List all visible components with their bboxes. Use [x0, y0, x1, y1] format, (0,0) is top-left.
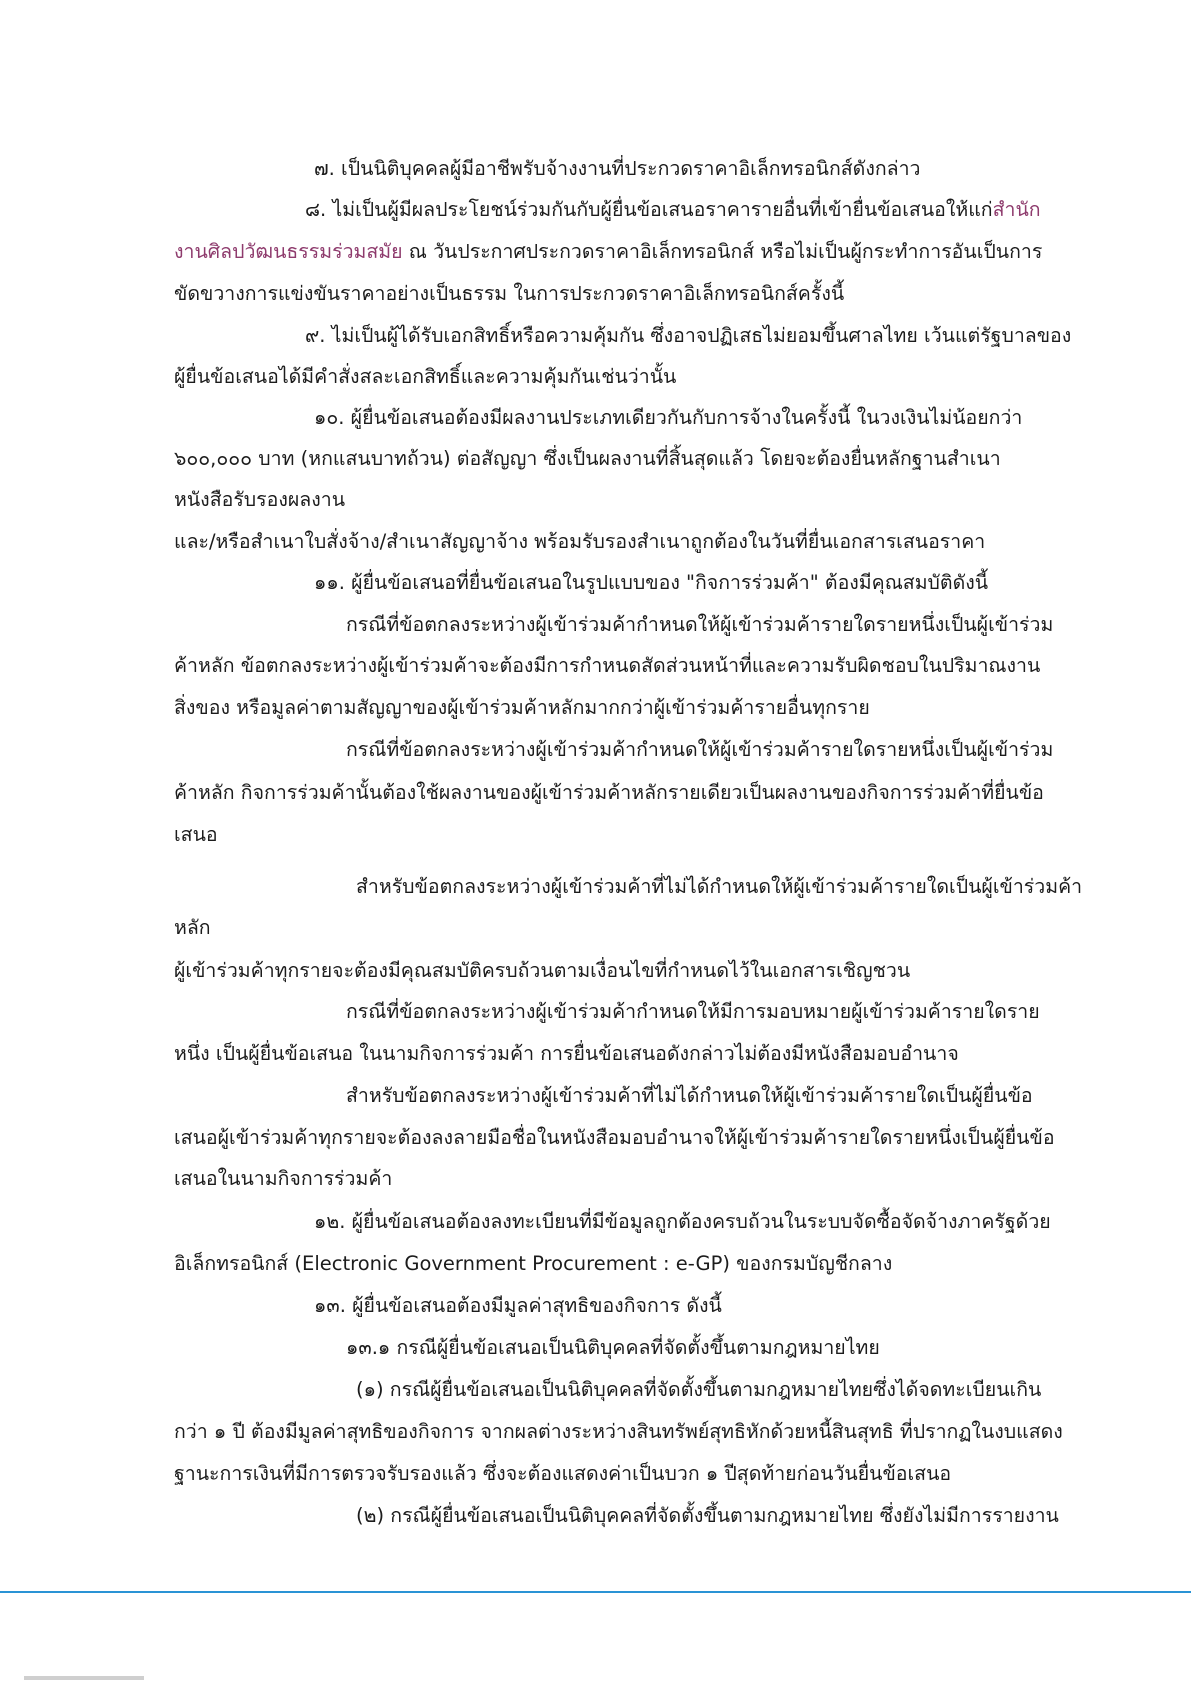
clause-9: ๙. ไม่เป็นผู้ได้รับเอกสิทธิ์หรือความคุ้มกัน ซึ่งอาจปฏิเสธไม่ยอมขึ้นศาลไทย เว้นแต่รัฐบาลของ — [305, 324, 1072, 347]
clause-10-cont-2: หนังสือรับรองผลงาน — [174, 488, 346, 511]
agency-name-part1: สำนัก — [992, 198, 1041, 221]
clause-10-cont-1: ๖๐๐,๐๐๐ บาท (หกแสนบาทถ้วน) ต่อสัญญา ซึ่งเป็นผลงานที่สิ้นสุดแล้ว โดยจะต้องยื่นหลักฐานสำเนา — [174, 447, 1001, 470]
footer-area — [0, 1593, 1191, 1683]
clause-11-para-5-cont-2: เสนอในนามกิจการร่วมค้า — [174, 1167, 393, 1190]
clause-13-1: ๑๓.๑ กรณีผู้ยื่นข้อเสนอเป็นนิติบุคคลที่จัดตั้งขึ้นตามกฎหมายไทย — [346, 1336, 880, 1359]
clause-13-1-item-2: (๒) กรณีผู้ยื่นข้อเสนอเป็นนิติบุคคลที่จัดตั้งขึ้นตามกฎหมายไทย ซึ่งยังไม่มีการรายงาน — [356, 1504, 1059, 1527]
clause-11-para-4: กรณีที่ข้อตกลงระหว่างผู้เข้าร่วมค้ากำหนดให้มีการมอบหมายผู้เข้าร่วมค้ารายใดราย — [346, 1000, 1040, 1023]
clause-13-1-item-1-cont-2: ฐานะการเงินที่มีการตรวจรับรองแล้ว ซึ่งจะต้องแสดงค่าเป็นบวก ๑ ปีสุดท้ายก่อนวันยื่นข้อเสนอ — [174, 1462, 952, 1485]
clause-10: ๑๐. ผู้ยื่นข้อเสนอต้องมีผลงานประเภทเดียวกันกับการจ้างในครั้งนี้ ในวงเงินไม่น้อยกว่า — [314, 406, 1023, 429]
clause-11-para-4-cont: หนึ่ง เป็นผู้ยื่นข้อเสนอ ในนามกิจการร่วมค้า การยื่นข้อเสนอดังกล่าวไม่ต้องมีหนังสือมอบอำนาจ — [174, 1042, 959, 1065]
clause-8 — [305, 196, 1041, 224]
agency-name-part2: งานศิลปวัฒนธรรมร่วมสมัย — [174, 240, 403, 263]
footer-mark — [24, 1676, 144, 1680]
clause-13: ๑๓. ผู้ยื่นข้อเสนอต้องมีมูลค่าสุทธิของกิจการ ดังนี้ — [314, 1294, 722, 1317]
clause-11-para-3: สำหรับข้อตกลงระหว่างผู้เข้าร่วมค้าที่ไม่ได้กำหนดให้ผู้เข้าร่วมค้ารายใดเป็นผู้เข้าร่วมค้า — [356, 875, 1083, 898]
clause-7: ๗. เป็นนิติบุคคลผู้มีอาชีพรับจ้างงานที่ประกวดราคาอิเล็กทรอนิกส์ดังกล่าว — [314, 157, 921, 180]
clause-8-text: ๘. ไม่เป็นผู้มีผลประโยชน์ร่วมกันกับผู้ยื่นข้อเสนอราคารายอื่นที่เข้ายื่นข้อเสนอให้แก่ — [305, 198, 993, 221]
clause-13-1-item-1-cont-1: กว่า ๑ ปี ต้องมีมูลค่าสุทธิของกิจการ จากผลต่างระหว่างสินทรัพย์สุทธิหักด้วยหนี้สินสุทธิ ที่ปรากฏในงบแสดง — [174, 1420, 1063, 1443]
clause-11-para-3-cont-1: หลัก — [174, 916, 211, 939]
clause-8-cont-1 — [174, 238, 1042, 266]
clause-11: ๑๑. ผู้ยื่นข้อเสนอที่ยื่นข้อเสนอในรูปแบบของ "กิจการร่วมค้า" ต้องมีคุณสมบัติดังนี้ — [314, 571, 989, 594]
clause-13-1-item-1: (๑) กรณีผู้ยื่นข้อเสนอเป็นนิติบุคคลที่จัดตั้งขึ้นตามกฎหมายไทยซึ่งได้จดทะเบียนเกิน — [356, 1378, 1042, 1401]
clause-12: ๑๒. ผู้ยื่นข้อเสนอต้องลงทะเบียนที่มีข้อมูลถูกต้องครบถ้วนในระบบจัดซื้อจัดจ้างภาครัฐด้วย — [314, 1210, 1051, 1233]
clause-12-cont: อิเล็กทรอนิกส์ (Electronic Government Procurement : e-GP) ของกรมบัญชีกลาง — [174, 1252, 893, 1275]
clause-11-para-5-cont-1: เสนอผู้เข้าร่วมค้าทุกรายจะต้องลงลายมือชื่อในหนังสือมอบอำนาจให้ผู้เข้าร่วมค้ารายใดรายหนึ่งเป็นผู้ยื่นข้อ — [174, 1126, 1055, 1149]
clause-11-para-2-cont-2: เสนอ — [174, 823, 218, 846]
clause-9-cont: ผู้ยื่นข้อเสนอได้มีคำสั่งสละเอกสิทธิ์และความคุ้มกันเช่นว่านั้น — [174, 365, 677, 388]
clause-11-para-2: กรณีที่ข้อตกลงระหว่างผู้เข้าร่วมค้ากำหนดให้ผู้เข้าร่วมค้ารายใดรายหนึ่งเป็นผู้เข้าร่วม — [346, 738, 1054, 761]
clause-8-cont-2: ขัดขวางการแข่งขันราคาอย่างเป็นธรรม ในการประกวดราคาอิเล็กทรอนิกส์ครั้งนี้ — [174, 282, 845, 305]
clause-11-para-1-cont-1: ค้าหลัก ข้อตกลงระหว่างผู้เข้าร่วมค้าจะต้องมีการกำหนดสัดส่วนหน้าที่และความรับผิดชอบในปริมาณงาน — [174, 654, 1041, 677]
clause-10-cont-3: และ/หรือสำเนาใบสั่งจ้าง/สำเนาสัญญาจ้าง พร้อมรับรองสำเนาถูกต้องในวันที่ยื่นเอกสารเสนอราคา — [174, 530, 986, 553]
clause-11-para-1: กรณีที่ข้อตกลงระหว่างผู้เข้าร่วมค้ากำหนดให้ผู้เข้าร่วมค้ารายใดรายหนึ่งเป็นผู้เข้าร่วม — [346, 613, 1054, 636]
clause-11-para-3-cont-2: ผู้เข้าร่วมค้าทุกรายจะต้องมีคุณสมบัติครบถ้วนตามเงื่อนไขที่กำหนดไว้ในเอกสารเชิญชวน — [174, 959, 911, 982]
clause-8-cont-1-text: ณ วันประกาศประกวดราคาอิเล็กทรอนิกส์ หรือไม่เป็นผู้กระทำการอันเป็นการ — [402, 240, 1043, 263]
clause-11-para-2-cont-1: ค้าหลัก กิจการร่วมค้านั้นต้องใช้ผลงานของผู้เข้าร่วมค้าหลักรายเดียวเป็นผลงานของกิจการร่วมค้าที่ยื่นข้อ — [174, 781, 1044, 804]
clause-11-para-1-cont-2: สิ่งของ หรือมูลค่าตามสัญญาของผู้เข้าร่วมค้าหลักมากกว่าผู้เข้าร่วมค้ารายอื่นทุกราย — [174, 696, 870, 719]
clause-11-para-5: สำหรับข้อตกลงระหว่างผู้เข้าร่วมค้าที่ไม่ได้กำหนดให้ผู้เข้าร่วมค้ารายใดเป็นผู้ยื่นข้อ — [346, 1084, 1033, 1107]
